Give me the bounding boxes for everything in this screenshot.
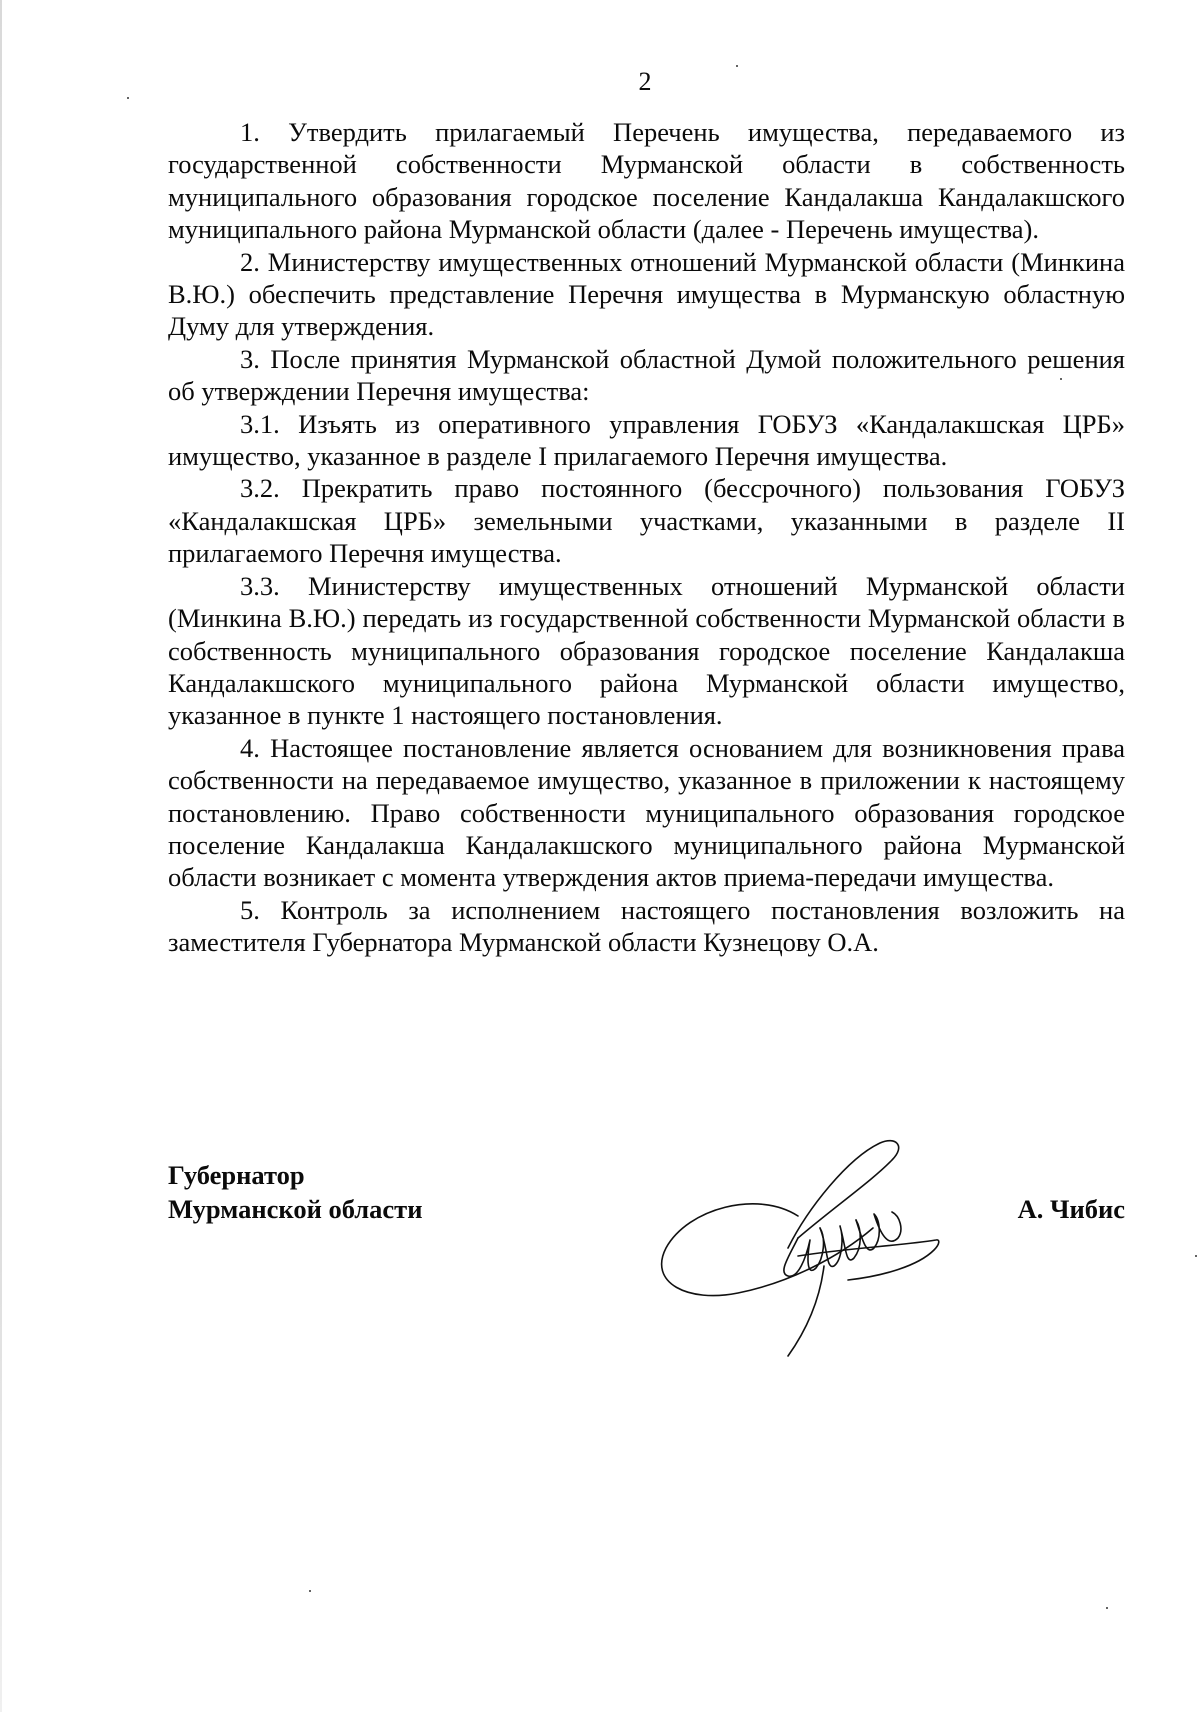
handwritten-signature: [648, 1098, 948, 1358]
scan-speck: [1195, 1255, 1197, 1257]
scan-speck: [1106, 1607, 1108, 1609]
paragraph-3-2: 3.2. Прекратить право постоянного (бессрочного) пользования ГОБУЗ «Кандалакшская ЦРБ» земельными участками, указанными в разделе II прилагаемого Перечня имущества.: [168, 473, 1125, 569]
document-body: [168, 116, 1125, 959]
paragraph-3-3: 3.3. Министерству имущественных отношений Мурманской области (Минкина В.Ю.) передать из государственной собственности Мурманской области в собственность муниципального образования городское поселение Кандалакша Кандалакшского муниципального района Мурманской области имущество, указанное в пункте 1 настоящего постановления.: [168, 570, 1125, 731]
signatory-position: [168, 1158, 422, 1226]
scan-edge-artifact: [0, 0, 2, 1712]
signature-block: [168, 1158, 1125, 1358]
scan-speck: [736, 65, 738, 67]
paragraph-4: 4. Настоящее постановление является основанием для возникновения права собственности на передаваемое имущество, указанное в приложении к настоящему постановлению. Право собственности муниципального образования городское поселение Кандалакша Кандалакшского муниципального района Мурманской области возникает с момента утверждения актов приема-передачи имущества.: [168, 732, 1125, 893]
signatory-region: Мурманской области: [168, 1194, 423, 1224]
paragraph-2: 2. Министерству имущественных отношений Мурманской области (Минкина В.Ю.) обеспечить представление Перечня имущества в Мурманскую областную Думу для утверждения.: [168, 246, 1125, 342]
scan-speck: [309, 1590, 311, 1592]
signatory-name: А. Чибис: [1017, 1194, 1125, 1224]
paragraph-5: 5. Контроль за исполнением настоящего постановления возложить на заместителя Губернатора Мурманской области Кузнецову О.А.: [168, 894, 1125, 958]
page-number: 2: [638, 67, 652, 96]
paragraph-1: 1. Утвердить прилагаемый Перечень имущества, передаваемого из государственной собственности Мурманской области в собственность муниципального образования городское поселение Кандалакша Кандалакшского муниципального района Мурманской области (далее - Перечень имущества).: [168, 117, 1125, 245]
scan-speck: [127, 97, 129, 99]
scan-speck: [1060, 378, 1062, 380]
paragraph-3-1: 3.1. Изъять из оперативного управления ГОБУЗ «Кандалакшская ЦРБ» имущество, указанное в разделе I прилагаемого Перечня имущества.: [168, 408, 1125, 472]
paragraph-3: 3. После принятия Мурманской областной Думой положительного решения об утверждении Перечня имущества:: [168, 343, 1125, 407]
signatory-title: Губернатор: [168, 1160, 305, 1190]
